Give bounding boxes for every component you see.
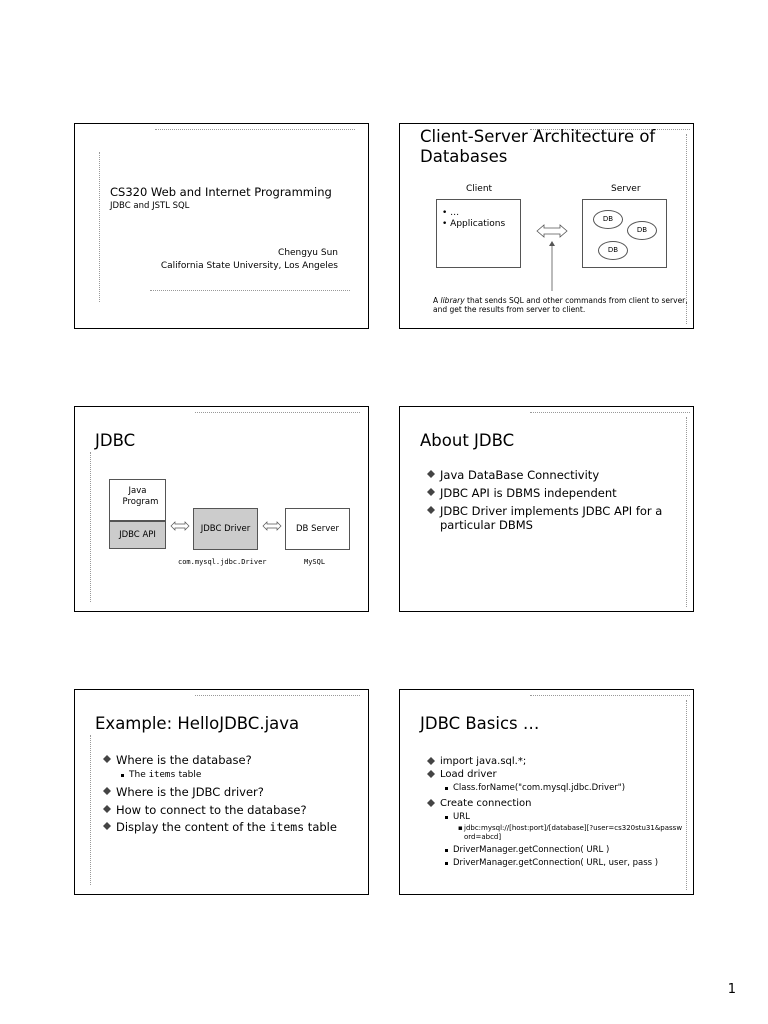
slide-jdbc	[74, 406, 369, 612]
db-server-box: DB Server	[285, 508, 350, 550]
diamond-bullet-icon	[103, 822, 111, 830]
client-item: • …	[442, 208, 460, 218]
client-label: Client	[466, 184, 493, 194]
square-bullet-icon	[121, 774, 124, 777]
jdbc-api-box: JDBC API	[109, 521, 166, 549]
diamond-bullet-icon	[103, 787, 111, 795]
java-program-box: Java Program	[109, 479, 166, 521]
slide-hellojdbc	[74, 689, 369, 895]
square-bullet-icon	[445, 849, 448, 852]
diamond-bullet-icon	[427, 506, 435, 514]
square-bullet-icon	[445, 862, 448, 865]
driver-class-name: com.mysql.jdbc.Driver	[178, 558, 267, 566]
list-item: Create connection	[440, 797, 532, 811]
list-item: Where is the database?	[116, 753, 252, 767]
slide-title	[74, 123, 369, 329]
db-ellipse: DB	[627, 221, 657, 240]
slide-jdbc-basics	[399, 689, 694, 895]
slide-title: About JDBC	[420, 431, 515, 450]
slide-title: JDBC	[95, 431, 136, 450]
sub-list-item: URL	[453, 812, 470, 823]
diamond-bullet-icon	[427, 757, 435, 765]
client-box	[436, 199, 521, 268]
list-item: How to connect to the database?	[116, 803, 307, 817]
diamond-bullet-icon	[427, 799, 435, 807]
list-item: Where is the JDBC driver?	[116, 785, 264, 799]
slide-about-jdbc	[399, 406, 694, 612]
list-item: Java DataBase Connectivity	[440, 468, 599, 482]
server-label: Server	[611, 184, 641, 194]
list-item: Load driver	[440, 768, 497, 782]
list-item: import java.sql.*;	[440, 755, 526, 769]
sub-list-item: DriverManager.getConnection( URL )	[453, 845, 609, 856]
page-number: 1	[727, 982, 736, 997]
sub-list-item: DriverManager.getConnection( URL, user, pass )	[453, 858, 658, 869]
url-pattern: ▪ jdbc:mysql://[host:port]/[database][?user=cs320stu31&password=abcd]	[458, 824, 683, 841]
diamond-bullet-icon	[427, 470, 435, 478]
diamond-bullet-icon	[103, 755, 111, 763]
list-item: JDBC API is DBMS independent	[440, 486, 617, 500]
list-item: JDBC Driver implements JDBC API for a particular DBMS	[440, 504, 680, 532]
bidirectional-arrow-icon	[170, 521, 190, 531]
db-name: MySQL	[304, 558, 326, 566]
db-ellipse: DB	[598, 241, 628, 260]
sub-list-item: Class.forName("com.mysql.jdbc.Driver")	[453, 783, 625, 794]
up-arrow-icon	[548, 241, 556, 291]
author-name: Chengyu Sun	[278, 248, 338, 258]
diamond-bullet-icon	[427, 488, 435, 496]
bidirectional-arrow-icon	[262, 521, 282, 531]
slide-title: Example: HelloJDBC.java	[95, 714, 300, 733]
course-title: CS320 Web and Internet Programming	[110, 185, 332, 199]
diamond-bullet-icon	[103, 805, 111, 813]
sub-list-item: The items table	[129, 770, 201, 781]
author-affiliation: California State University, Los Angeles	[160, 261, 338, 271]
square-bullet-icon	[445, 787, 448, 790]
small-bullet-icon: ▪	[458, 824, 463, 832]
list-item: Display the content of the items table	[116, 820, 337, 834]
slide-client-server	[399, 123, 694, 329]
library-caption: A library that sends SQL and other commands from client to server, and get the results from server to client.	[433, 296, 688, 314]
slide-title: Client-Server Architecture of Databases	[420, 127, 656, 166]
diamond-bullet-icon	[427, 770, 435, 778]
bidirectional-arrow-icon	[536, 224, 568, 238]
square-bullet-icon	[445, 816, 448, 819]
client-item: • Applications	[442, 219, 506, 229]
db-ellipse: DB	[593, 210, 623, 229]
server-box	[582, 199, 667, 268]
slide-title: JDBC Basics …	[420, 714, 540, 733]
course-subtitle: JDBC and JSTL SQL	[110, 201, 190, 211]
jdbc-driver-box: JDBC Driver	[193, 508, 258, 550]
